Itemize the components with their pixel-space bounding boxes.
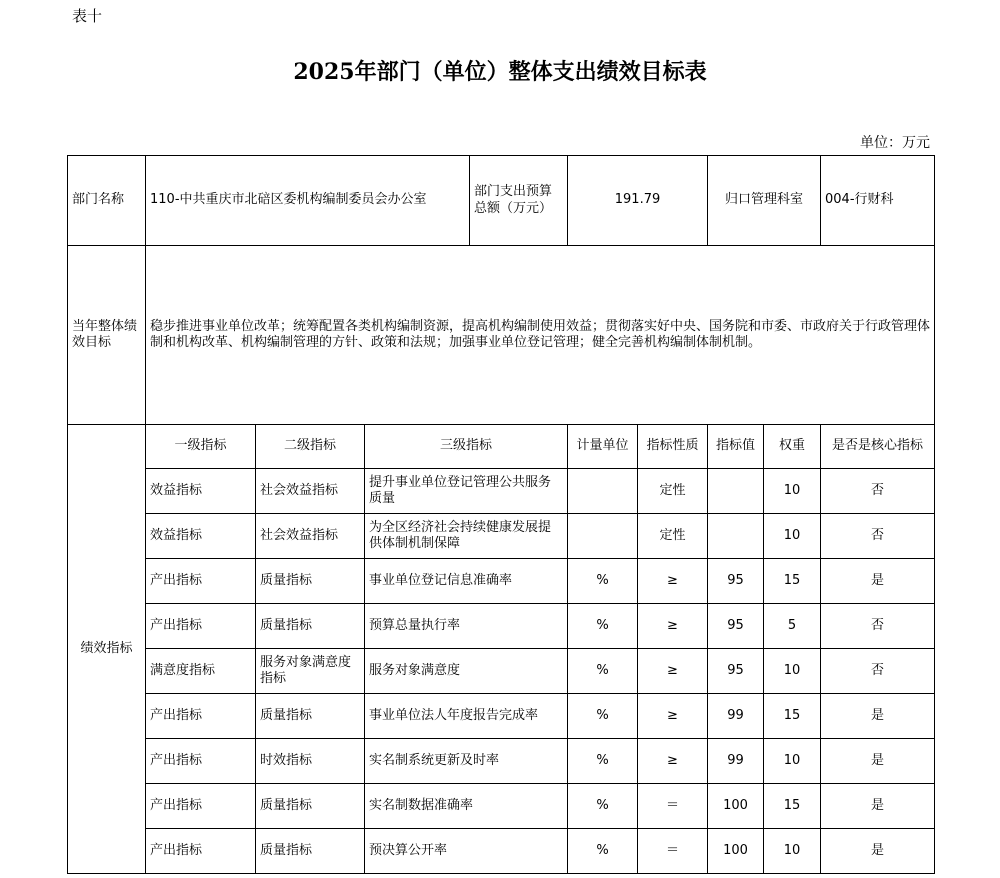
- row-level3: 实名制数据准确率: [365, 784, 568, 829]
- unit-label: 单位：万元: [860, 135, 930, 151]
- table-row: [68, 514, 935, 559]
- table-row: [68, 739, 935, 784]
- row-value: 100: [708, 829, 764, 874]
- row-level3: 实名制系统更新及时率: [365, 739, 568, 784]
- row-nature: ＝: [638, 829, 708, 874]
- row-core: 否: [821, 469, 935, 514]
- table-row: [68, 559, 935, 604]
- row-core: 是: [821, 559, 935, 604]
- row-weight: 15: [764, 694, 821, 739]
- row-level2: 社会效益指标: [256, 469, 365, 514]
- table-number: 表十: [72, 7, 103, 25]
- col-header-level3: 三级指标: [365, 425, 568, 469]
- row-core: 否: [821, 514, 935, 559]
- row-weight: 10: [764, 649, 821, 694]
- row-level2: 质量指标: [256, 829, 365, 874]
- row-level2: 社会效益指标: [256, 514, 365, 559]
- row-unit: [568, 469, 638, 514]
- row-level1: 效益指标: [146, 514, 256, 559]
- row-value: 95: [708, 604, 764, 649]
- row-core: 是: [821, 694, 935, 739]
- budget-total-value: 191.79: [568, 156, 708, 246]
- row-unit: %: [568, 559, 638, 604]
- mgmt-office-label: 归口管理科室: [708, 156, 821, 246]
- row-weight: 10: [764, 469, 821, 514]
- row-unit: %: [568, 829, 638, 874]
- row-value: 100: [708, 784, 764, 829]
- row-value: 99: [708, 694, 764, 739]
- row-level1: 满意度指标: [146, 649, 256, 694]
- col-header-core: 是否是核心指标: [821, 425, 935, 469]
- table-row: [68, 694, 935, 739]
- row-nature: 定性: [638, 514, 708, 559]
- col-header-level2: 二级指标: [256, 425, 365, 469]
- mgmt-office-value: 004-行财科: [821, 156, 935, 246]
- row-nature: ≥: [638, 649, 708, 694]
- indicator-section-label: 绩效指标: [68, 425, 146, 874]
- row-value: 95: [708, 559, 764, 604]
- row-nature: ≥: [638, 559, 708, 604]
- row-level2: 质量指标: [256, 784, 365, 829]
- row-weight: 15: [764, 559, 821, 604]
- annual-goal-text: 稳步推进事业单位改革；统筹配置各类机构编制资源，提高机构编制使用效益；贯彻落实好中央、国务院和市委、市政府关于行政管理体制和机构改革、机构编制管理的方针、政策和法规；加强事业单位登记管理；健全完善机构编制体制机制。: [146, 246, 935, 425]
- row-level3: 服务对象满意度: [365, 649, 568, 694]
- budget-total-label: 部门支出预算总额（万元）: [470, 156, 568, 246]
- col-header-weight: 权重: [764, 425, 821, 469]
- row-level3: 事业单位法人年度报告完成率: [365, 694, 568, 739]
- row-level2: 质量指标: [256, 604, 365, 649]
- page-title: 2025年部门（单位）整体支出绩效目标表: [293, 59, 707, 85]
- row-weight: 15: [764, 784, 821, 829]
- row-level3: 预决算公开率: [365, 829, 568, 874]
- col-header-unit: 计量单位: [568, 425, 638, 469]
- row-value: [708, 469, 764, 514]
- indicator-header-row: [68, 425, 935, 469]
- row-level3: 事业单位登记信息准确率: [365, 559, 568, 604]
- table-row: [68, 829, 935, 874]
- row-core: 否: [821, 649, 935, 694]
- goal-row: [68, 246, 935, 425]
- row-core: 是: [821, 784, 935, 829]
- row-weight: 10: [764, 829, 821, 874]
- row-level3: 提升事业单位登记管理公共服务质量: [365, 469, 568, 514]
- row-nature: ≥: [638, 739, 708, 784]
- row-unit: [568, 514, 638, 559]
- dept-name-value: 110-中共重庆市北碚区委机构编制委员会办公室: [146, 156, 470, 246]
- row-level1: 产出指标: [146, 829, 256, 874]
- row-value: 99: [708, 739, 764, 784]
- row-weight: 10: [764, 739, 821, 784]
- row-level1: 产出指标: [146, 784, 256, 829]
- row-level1: 产出指标: [146, 559, 256, 604]
- table-row: [68, 784, 935, 829]
- table-row: [68, 604, 935, 649]
- info-row: [68, 156, 935, 246]
- annual-goal-label: 当年整体绩效目标: [68, 246, 146, 425]
- row-level3: 预算总量执行率: [365, 604, 568, 649]
- row-unit: %: [568, 649, 638, 694]
- row-level1: 产出指标: [146, 739, 256, 784]
- row-level1: 产出指标: [146, 694, 256, 739]
- row-nature: 定性: [638, 469, 708, 514]
- row-unit: %: [568, 739, 638, 784]
- row-core: 否: [821, 604, 935, 649]
- row-value: [708, 514, 764, 559]
- row-level2: 服务对象满意度指标: [256, 649, 365, 694]
- performance-table: [67, 155, 935, 874]
- row-level2: 质量指标: [256, 559, 365, 604]
- row-weight: 10: [764, 514, 821, 559]
- row-nature: ＝: [638, 784, 708, 829]
- table-row: [68, 469, 935, 514]
- row-weight: 5: [764, 604, 821, 649]
- dept-name-label: 部门名称: [68, 156, 146, 246]
- row-level1: 产出指标: [146, 604, 256, 649]
- row-level2: 质量指标: [256, 694, 365, 739]
- row-core: 是: [821, 739, 935, 784]
- table-row: [68, 649, 935, 694]
- row-level2: 时效指标: [256, 739, 365, 784]
- row-value: 95: [708, 649, 764, 694]
- row-level3: 为全区经济社会持续健康发展提供体制机制保障: [365, 514, 568, 559]
- row-core: 是: [821, 829, 935, 874]
- col-header-value: 指标值: [708, 425, 764, 469]
- row-unit: %: [568, 604, 638, 649]
- row-unit: %: [568, 784, 638, 829]
- row-nature: ≥: [638, 604, 708, 649]
- row-unit: %: [568, 694, 638, 739]
- col-header-nature: 指标性质: [638, 425, 708, 469]
- row-nature: ≥: [638, 694, 708, 739]
- col-header-level1: 一级指标: [146, 425, 256, 469]
- row-level1: 效益指标: [146, 469, 256, 514]
